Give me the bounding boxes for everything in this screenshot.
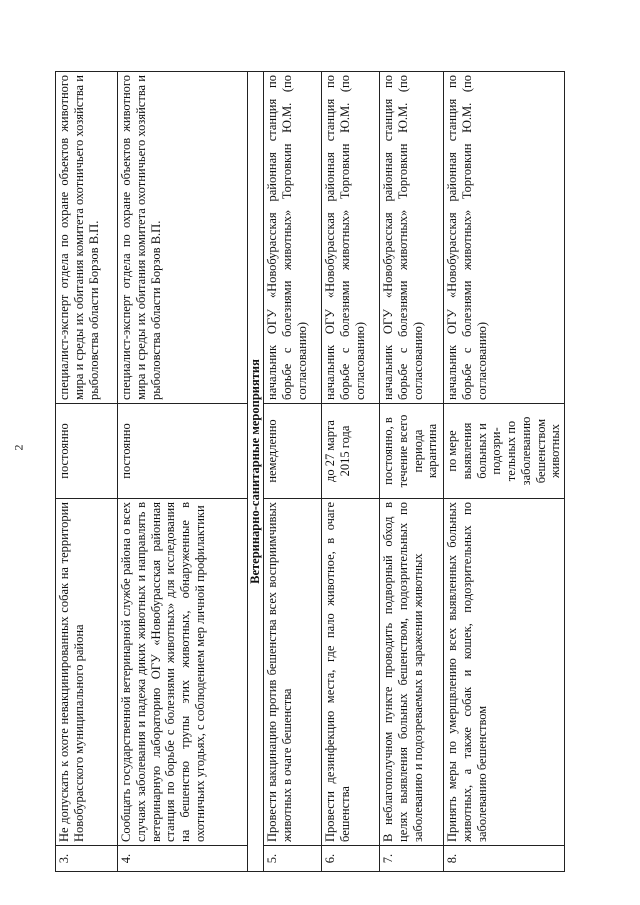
row-number: 7. <box>380 846 444 872</box>
timing-cell: немедленно <box>264 404 322 499</box>
measure-cell: Не допускать к охоте невакцинированных собак на территории Новобурасского муниципального района <box>56 499 118 846</box>
measure-cell: Провести дезинфекцию места, где пало животное, в очаге бешенства <box>322 499 380 846</box>
table-row <box>444 72 565 872</box>
timing-cell: постоянно <box>118 404 248 499</box>
timing-cell: до 27 марта 2015 года <box>322 404 380 499</box>
timing-cell: постоянно, в течение всего периода карантина <box>380 404 444 499</box>
table-row <box>264 72 322 872</box>
responsible-cell: начальник ОГУ «Новобурасская районная станция по борьбе с болезнями животных» Торговкин Ю.М. (по согласованию) <box>264 72 322 404</box>
page-number: 2 <box>11 444 26 451</box>
responsible-cell: начальник ОГУ «Новобурасская районная станция по борьбе с болезнями животных» Торговкин Ю.М. (по согласованию) <box>322 72 380 404</box>
responsible-cell: специалист-эксперт отдела по охране объектов животного мира и среды их обитания комитета охотничьего хозяйства и рыболовства области Борзов В.П. <box>56 72 118 404</box>
responsible-cell: начальник ОГУ «Новобурасская районная станция по борьбе с болезнями животных» Торговкин Ю.М. (по согласованию) <box>444 72 565 404</box>
table-row <box>56 72 118 872</box>
measures-table <box>55 71 565 872</box>
table-row <box>118 72 248 872</box>
timing-cell: постоянно <box>56 404 118 499</box>
responsible-cell: специалист-эксперт отдела по охране объектов животного мира и среды их обитания комитета охотничьего хозяйства и рыболовства области Борзов В.П. <box>118 72 248 404</box>
table-row <box>380 72 444 872</box>
table-row <box>322 72 380 872</box>
row-number: 8. <box>444 846 565 872</box>
measures-table-wrapper <box>55 72 563 872</box>
row-number: 5. <box>264 846 322 872</box>
timing-cell: по мере выявления больных и подозри-тельных по заболеванию бешенством животных <box>444 404 565 499</box>
measure-cell: Сообщать государственной ветеринарной службе района о всех случаях заболевания и падежа диких животных и направлять в ветеринарную лабораторию ОГУ «Новобурасская районная станция по борьбе с болезнями животных» для исследования на бешенство трупы этих животных, обнаруженные в охотничьих угодьях, с соблюдением мер личной профилактики <box>118 499 248 846</box>
responsible-cell: начальник ОГУ «Новобурасская районная станция по борьбе с болезнями животных» Торговкин Ю.М. (по согласованию) <box>380 72 444 404</box>
measure-cell: Провести вакцинацию против бешенства всех восприимчивых животных в очаге бешенства <box>264 499 322 846</box>
measure-cell: Принять меры по умерщвлению всех выявленных больных животных, а также собак и кошек, подозрительных по заболеванию бешенством <box>444 499 565 846</box>
section-title: Ветеринарно-санитарные мероприятия <box>248 72 264 872</box>
row-number: 6. <box>322 846 380 872</box>
row-number: 4. <box>118 846 248 872</box>
row-number: 3. <box>56 846 118 872</box>
measure-cell: В неблагополучном пункте проводить подворный обход в целях выявления больных бешенством, подозрительных по заболеванию и подозреваемых в заражении животных <box>380 499 444 846</box>
section-header-row <box>248 72 264 872</box>
